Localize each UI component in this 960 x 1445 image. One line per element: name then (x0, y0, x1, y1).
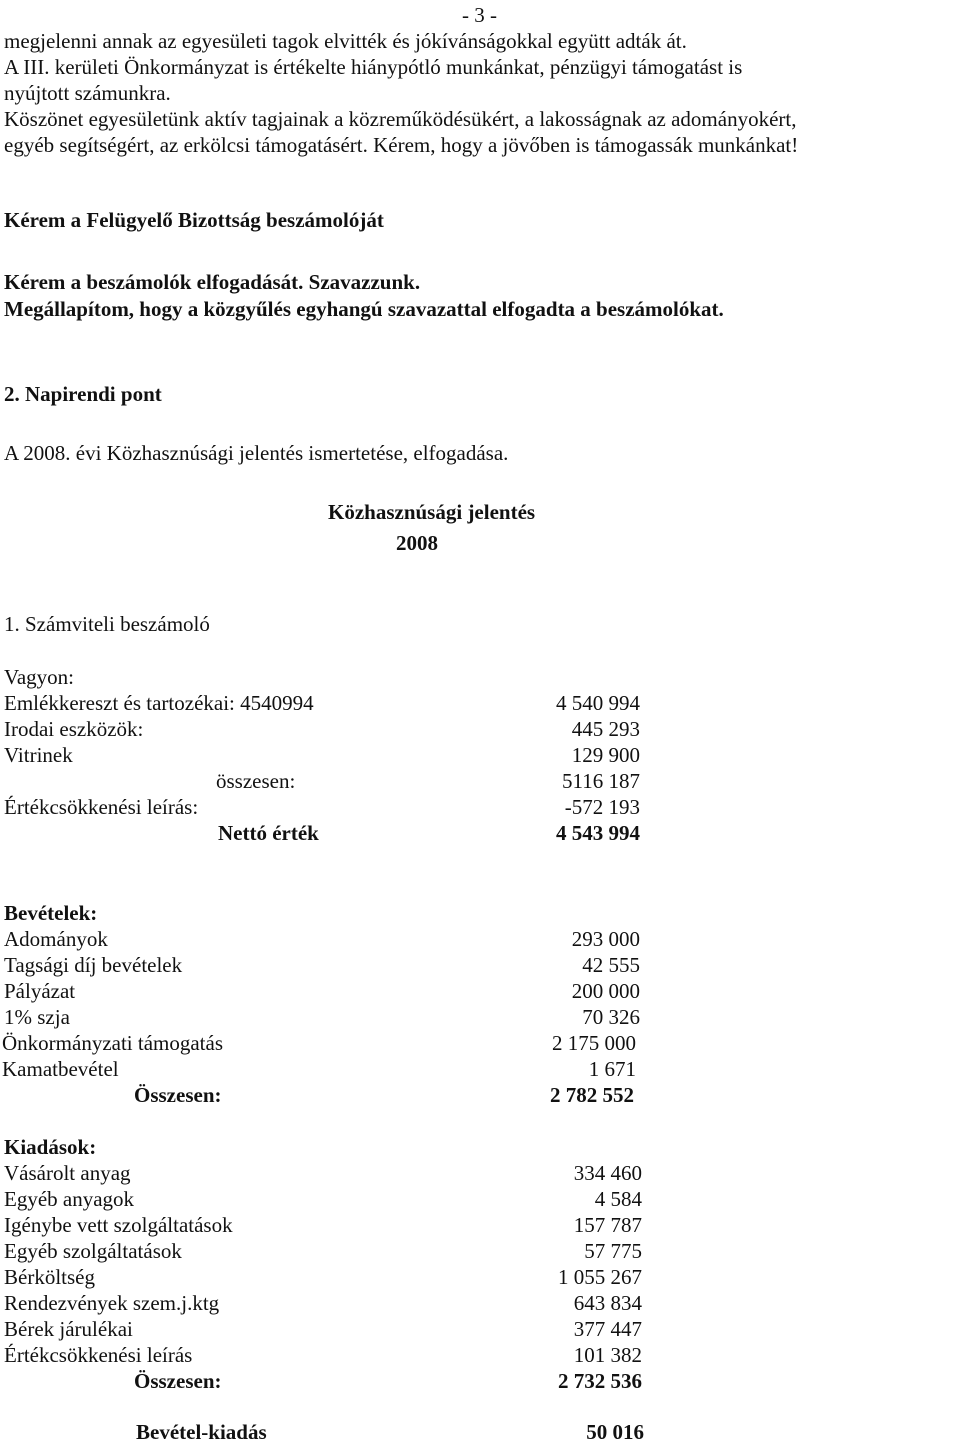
row-label: összesen: (216, 769, 296, 793)
row-label: Értékcsökkenési leírás: (4, 795, 199, 819)
row-label: Irodai eszközök: (4, 717, 144, 741)
report-year: 2008 (396, 531, 438, 555)
row-label: Egyéb anyagok (4, 1187, 135, 1211)
income-total-value: 2 782 552 (550, 1083, 634, 1107)
expenses-total-label: Összesen: (134, 1369, 222, 1393)
vote-request: Kérem a beszámolók elfogadását. Szavazzunk. (4, 270, 421, 294)
row-label: Adományok (4, 927, 108, 951)
row-value: 1 055 267 (558, 1265, 642, 1289)
row-label: Kamatbevétel (2, 1057, 119, 1081)
row-label: Vásárolt anyag (4, 1161, 131, 1185)
row-value: 2 175 000 (552, 1031, 636, 1055)
vote-result: Megállapítom, hogy a közgyűlés egyhangú szavazattal elfogadta a beszámolókat. (4, 297, 724, 321)
row-value: 377 447 (573, 1317, 642, 1341)
balance-label: Bevétel-kiadás (136, 1420, 267, 1444)
row-label: Emlékkereszt és tartozékai: 4540994 (4, 691, 314, 715)
income-heading: Bevételek: (4, 901, 98, 925)
agenda-subtitle: A 2008. évi Közhasznúsági jelentés ismertetése, elfogadása. (4, 441, 509, 465)
supervisory-board-request: Kérem a Felügyelő Bizottság beszámolóját (4, 208, 384, 232)
row-label: Bérköltség (4, 1265, 95, 1289)
row-label: Pályázat (4, 979, 76, 1003)
intro-line: nyújtott számunkra. (4, 81, 171, 105)
row-value: -572 193 (564, 795, 640, 819)
expenses-total-value: 2 732 536 (558, 1369, 642, 1393)
assets-label: Vagyon: (4, 665, 74, 689)
row-label: Rendezvények szem.j.ktg (4, 1291, 220, 1315)
intro-line: Köszönet egyesületünk aktív tagjainak a közreműködésükért, a lakosságnak az adományokért, (4, 107, 797, 131)
row-value: 4 540 994 (556, 691, 640, 715)
row-label: Értékcsökkenési leírás (4, 1343, 193, 1367)
row-value: 334 460 (573, 1161, 642, 1185)
page-number: - 3 - (462, 3, 497, 27)
net-value-amount: 4 543 994 (556, 821, 640, 845)
intro-line: megjelenni annak az egyesületi tagok elvitték és jókívánságokkal együtt adták át. (4, 29, 687, 53)
agenda-heading: 2. Napirendi pont (4, 382, 162, 406)
row-value: 101 382 (573, 1343, 642, 1367)
net-value-label: Nettó érték (218, 821, 319, 845)
row-label: Bérek járulékai (4, 1317, 133, 1341)
income-total-label: Összesen: (134, 1083, 222, 1107)
row-value: 157 787 (573, 1213, 642, 1237)
row-value: 445 293 (571, 717, 640, 741)
accounting-heading: 1. Számviteli beszámoló (4, 612, 210, 636)
row-value: 70 326 (582, 1005, 640, 1029)
row-value: 4 584 (594, 1187, 642, 1211)
intro-paragraph (4, 28, 956, 158)
row-value: 129 900 (571, 743, 640, 767)
row-value: 200 000 (571, 979, 640, 1003)
report-title: Közhasznúsági jelentés (328, 500, 536, 524)
row-value: 1 671 (588, 1057, 636, 1081)
row-value: 293 000 (571, 927, 640, 951)
intro-line: egyéb segítségért, az erkölcsi támogatásért. Kérem, hogy a jövőben is támogassák munkánkat! (4, 133, 799, 157)
row-label: Vitrinek (4, 743, 73, 767)
row-value: 42 555 (582, 953, 640, 977)
row-label: Önkormányzati támogatás (2, 1031, 224, 1055)
row-value: 5116 187 (562, 769, 640, 793)
row-label: 1% szja (4, 1005, 70, 1029)
row-value: 57 775 (584, 1239, 642, 1263)
row-label: Tagsági díj bevételek (4, 953, 183, 977)
row-label: Egyéb szolgáltatások (4, 1239, 182, 1263)
expenses-heading: Kiadások: (4, 1135, 97, 1159)
row-label: Igénybe vett szolgáltatások (4, 1213, 233, 1237)
balance-value: 50 016 (586, 1420, 644, 1444)
row-value: 643 834 (573, 1291, 642, 1315)
intro-line: A III. kerületi Önkormányzat is értékelte hiánypótló munkánkat, pénzügyi támogatást is (4, 55, 743, 79)
